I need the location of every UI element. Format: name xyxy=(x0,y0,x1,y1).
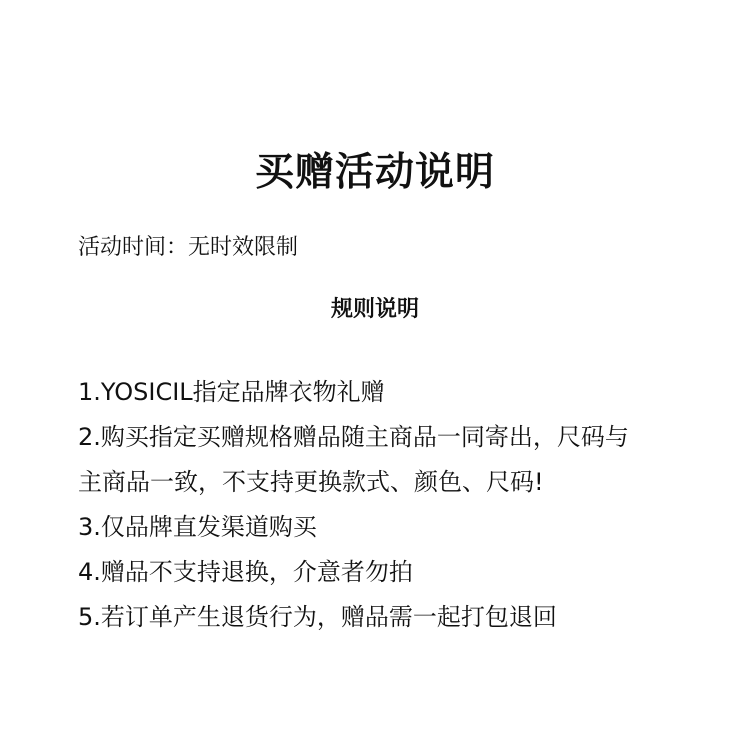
page-title: 买赠活动说明 xyxy=(254,150,495,195)
rule-line: 5.若订单产生退货行为，赠品需一起打包退回 xyxy=(78,603,557,631)
rule-line: 1.YOSICIL指定品牌衣物礼赠 xyxy=(78,378,385,406)
rule-line: 主商品一致，不支持更换款式、颜色、尺码! xyxy=(78,468,544,496)
rule-line: 3.仅品牌直发渠道购买 xyxy=(78,513,317,541)
activity-time: 活动时间：无时效限制 xyxy=(78,235,299,260)
rules-heading: 规则说明 xyxy=(330,297,419,322)
rule-line: 2.购买指定买赠规格赠品随主商品一同寄出，尺码与 xyxy=(78,423,629,451)
rules-list xyxy=(78,370,718,640)
rule-line: 4.赠品不支持退换，介意者勿拍 xyxy=(78,558,413,586)
